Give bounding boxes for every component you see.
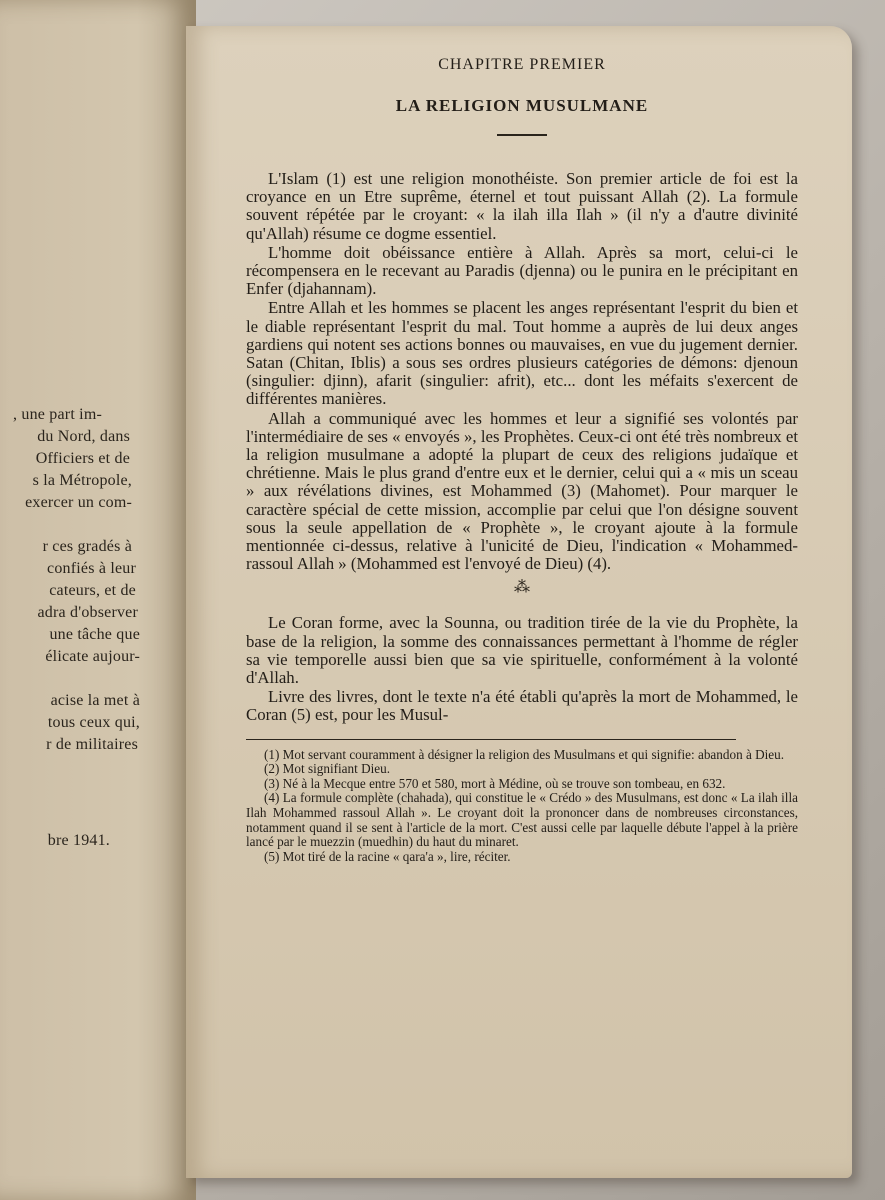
left-page-line: confiés à leur <box>47 560 136 577</box>
page-content <box>246 56 798 864</box>
left-page-line: élicate aujour- <box>45 648 140 665</box>
section-ornament: ⁂ <box>514 577 530 597</box>
footnote-rule <box>246 739 736 740</box>
paragraph: L'homme doit obéissance entière à Allah. Après sa mort, celui-ci le récompensera en le recevant au Paradis (djenna) ou le punira en le précipitant en Enfer (djahannam). <box>246 242 798 299</box>
left-page-line: adra d'observer <box>37 604 138 621</box>
left-page-line: tous ceux qui, <box>47 714 140 731</box>
left-page-line: r ces gradés à <box>42 538 132 555</box>
footnote: (2) Mot signifiant Dieu. <box>264 761 390 777</box>
right-page <box>186 26 852 1178</box>
footnote: (5) Mot tiré de la racine « qara'a », lire, réciter. <box>264 848 511 864</box>
left-page-line: r de militaires <box>46 736 138 753</box>
paragraph: L'Islam (1) est une religion monothéiste. Son premier article de foi est la croyance en un Etre suprême, éternel et tout puissant Allah (2). La formule souvent répétée par le croyant: « la ilah illa Ilah » (il n'y a d'autre divinité qu'Allah) résume ce dogme essentiel. <box>246 169 798 243</box>
paragraph: Livre des livres, dont le texte n'a été établi qu'après la mort de Mohammed, le Coran (5) est, pour les Musul- <box>246 687 798 725</box>
left-page-line: bre 1941. <box>47 832 110 849</box>
left-page-line: acise la met à <box>50 692 140 709</box>
left-page-line: exercer un com- <box>25 494 132 511</box>
footnote: (4) La formule complète (chahada), qui constitue le « Crédo » des Musulmans, est donc « La ilah illa Ilah Mohammed rassoul Allah ». Le croyant doit la prononcer dans de nombreuses circonstances, notamment quand il se sent à l'article de la mort. C'est aussi celle par laquelle débute l'appel à la prière lancé par le muezzin (muedhin) du haut du minaret. <box>246 790 798 850</box>
page-title: LA RELIGION MUSULMANE <box>395 96 649 115</box>
paragraph: Le Coran forme, avec la Sounna, ou tradition tirée de la vie du Prophète, la base de la religion, la somme des connaissances permettant à l'homme de régler sa vie temporelle aussi bien que sa vie spirituelle, conformément à la volonté d'Allah. <box>246 613 798 688</box>
left-page <box>0 0 196 1200</box>
left-page-line: Officiers et de <box>35 450 130 467</box>
footnote: (3) Né à la Mecque entre 570 et 580, mort à Médine, où se trouve son tombeau, en 632. <box>264 775 726 791</box>
chapter-heading: CHAPITRE PREMIER <box>438 56 606 73</box>
paragraph: Allah a communiqué avec les hommes et leur a signifié ses volontés par l'intermédiaire de ses « envoyés », les Prophètes. Ceux-ci ont été très nombreux et la religion musulmane a adopté la plupart de ceux des religions judaïque et chrétienne. Mais le plus grand d'entre eux et le dernier, celui qui a « mis un sceau » aux révélations divines, est Mohammed (3) (Mahomet). Pour marquer le caractère spécial de cette mission, accomplie par celui que l'on désigne souvent sous la seule appellation de « Prophète », le croyant ajoute à la formule mentionnée ci-dessus, relative à l'unicité de Dieu, l'indication « Mohammed-rassoul Allah » (Mohammed est l'envoyé de Dieu) (4). <box>246 408 798 574</box>
left-page-line: s la Métropole, <box>32 472 132 489</box>
left-page-line: une tâche que <box>49 626 140 643</box>
paragraph: Entre Allah et les hommes se placent les anges représentant l'esprit du bien et le diable représentant l'esprit du mal. Tout homme a auprès de lui deux anges gardiens qui notent ses actions bonnes ou mauvaises, en vue du jugement dernier. Satan (Chitan, Iblis) a sous ses ordres plusieurs catégories de démons: djenoun (singulier: djinn), afarit (singulier: afrit), etc... dont les méfaits s'exercent de différentes manières. <box>246 298 798 409</box>
footnote: (1) Mot servant couramment à désigner la religion des Musulmans et qui signifie: abandon à Dieu. <box>264 746 785 762</box>
left-page-line: cateurs, et de <box>49 582 136 599</box>
title-rule <box>497 134 547 136</box>
left-page-line: , une part im- <box>13 406 102 423</box>
left-page-line: du Nord, dans <box>37 428 130 445</box>
